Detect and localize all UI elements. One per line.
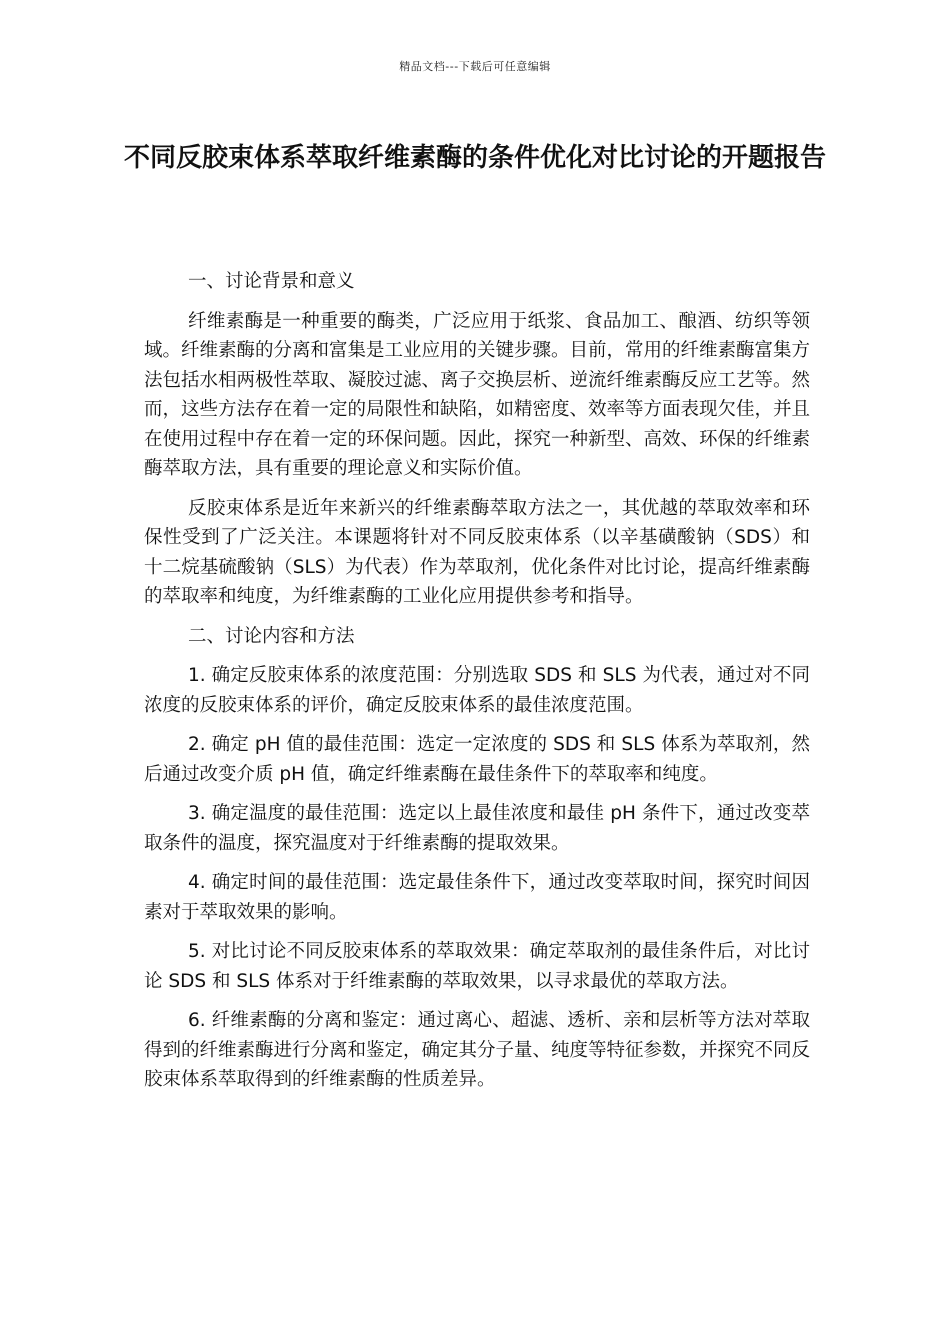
list-item: 2. 确定 pH 值的最佳范围：选定一定浓度的 SDS 和 SLS 体系为萃取剂，然后通过改变介质 pH 值，确定纤维素酶在最佳条件下的萃取率和纯度。 — [144, 734, 810, 785]
section-heading-background: 一、讨论背景和意义 — [188, 271, 355, 292]
document-body — [144, 267, 810, 1105]
header-note: 精品文档---下载后可任意编辑 — [399, 60, 551, 73]
document-title: 不同反胶束体系萃取纤维素酶的条件优化对比讨论的开题报告 — [123, 143, 826, 173]
list-item: 6. 纤维素酶的分离和鉴定：通过离心、超滤、透析、亲和层析等方法对萃取得到的纤维素酶进行分离和鉴定，确定其分子量、纯度等特征参数，并探究不同反胶束体系萃取得到的纤维素酶的性质差异。 — [144, 1010, 811, 1090]
list-item: 1. 确定反胶束体系的浓度范围：分别选取 SDS 和 SLS 为代表，通过对不同浓度的反胶束体系的评价，确定反胶束体系的最佳浓度范围。 — [144, 665, 810, 716]
section-heading-content-methods: 二、讨论内容和方法 — [188, 625, 355, 647]
paragraph: 纤维素酶是一种重要的酶类，广泛应用于纸浆、食品加工、酿酒、纺织等领域。纤维素酶的分离和富集是工业应用的关键步骤。目前，常用的纤维素酶富集方法包括水相两极性萃取、凝胶过滤、离子交换层析、逆流纤维素酶反应工艺等。然而，这些方法存在着一定的局限性和缺陷，如精密度、效率等方面表现欠佳，并且在使用过程中存在着一定的环保问题。因此，探究一种新型、高效、环保的纤维素酶萃取方法，具有重要的理论意义和实际价值。 — [144, 310, 811, 479]
paragraph: 反胶束体系是近年来新兴的纤维素酶萃取方法之一，其优越的萃取效率和环保性受到了广泛关注。本课题将针对不同反胶束体系（以辛基磺酸钠（SDS）和十二烷基硫酸钠（SLS）为代表）作为萃取剂，优化条件对比讨论，提高纤维素酶的萃取率和纯度，为纤维素酶的工业化应用提供参考和指导。 — [144, 497, 810, 607]
list-item: 3. 确定温度的最佳范围：选定以上最佳浓度和最佳 pH 条件下，通过改变萃取条件的温度，探究温度对于纤维素酶的提取效果。 — [144, 803, 810, 854]
list-item: 4. 确定时间的最佳范围：选定最佳条件下，通过改变萃取时间，探究时间因素对于萃取效果的影响。 — [144, 872, 810, 923]
list-item: 5. 对比讨论不同反胶束体系的萃取效果：确定萃取剂的最佳条件后，对比讨论 SDS 和 SLS 体系对于纤维素酶的萃取效果，以寻求最优的萃取方法。 — [144, 941, 810, 992]
